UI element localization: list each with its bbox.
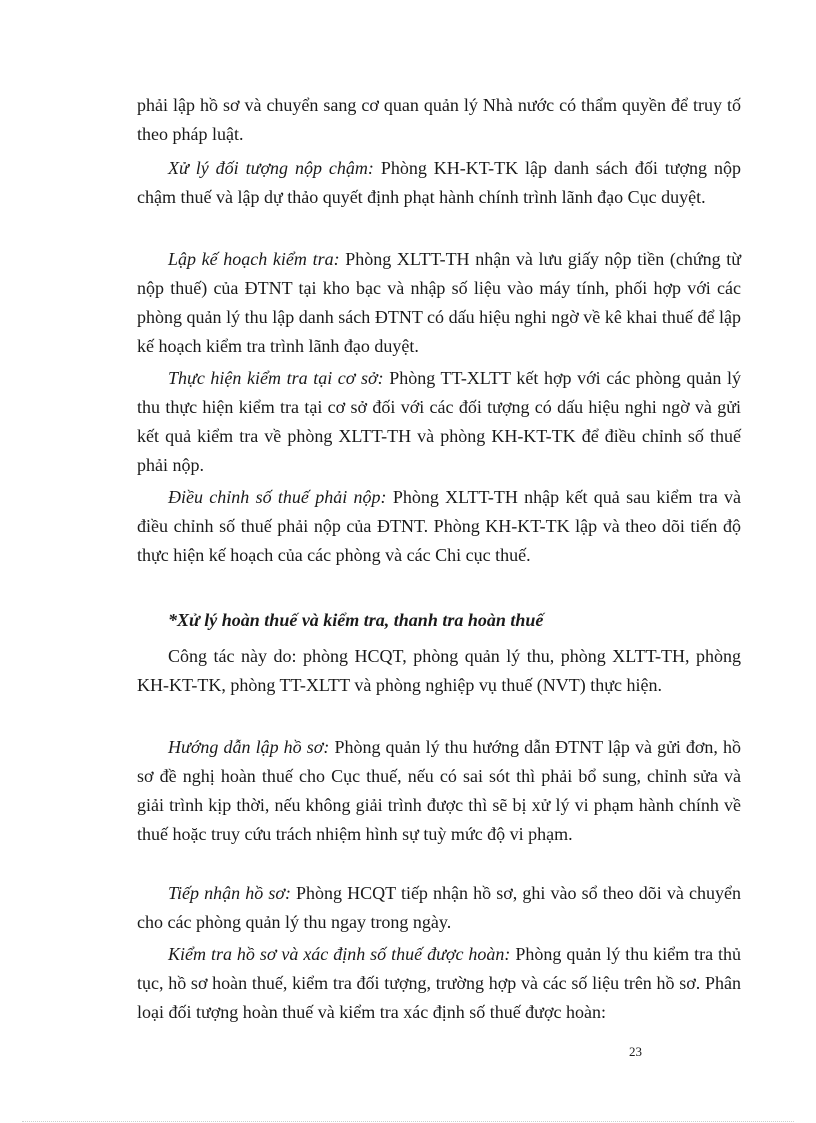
paragraph-body: Phòng XLTT-TH nhận và lưu giấy nộp tiền (chứng từ nộp thuế) của ĐTNT tại kho bạc và nhập số liệu vào máy tính, phối hợp với các phòng quản lý thu lập danh sách ĐTNT có dấu hiệu nghi ngờ về kê khai thuế để lập kế hoạch kiểm tra trình lãnh đạo duyệt. [137, 249, 741, 356]
paragraph-body: Phòng XLTT-TH nhập kết quả sau kiểm tra và điều chỉnh số thuế phải nộp của ĐTNT. Phòng KH-KT-TK lập và theo dõi tiến độ thực hiện kế hoạch của các phòng và các Chi cục thuế. [137, 487, 741, 565]
paragraph-tax-adjustment [137, 483, 741, 570]
paragraph-lead: Xử lý đối tượng nộp chậm: [168, 158, 374, 178]
paragraph-lead: Hướng dẫn lập hồ sơ: [168, 737, 330, 757]
paragraph-onsite-inspection [137, 364, 741, 480]
paragraph-lead: Điều chỉnh số thuế phải nộp: [168, 487, 387, 507]
paragraph-body: Phòng quản lý thu hướng dẫn ĐTNT lập và gửi đơn, hồ sơ đề nghị hoàn thuế cho Cục thuế, nếu có sai sót thì phải bổ sung, chỉnh sửa và giải trình kịp thời, nếu không giải trình được thì sẽ bị xử lý vi phạm hành chính về thuế hoặc truy cứu trách nhiệm hình sự tuỳ mức độ vi phạm. [137, 737, 742, 844]
paragraph-body: Phòng KH-KT-TK lập danh sách đối tượng nộp chậm thuế và lập dự thảo quyết định phạt hành chính trình lãnh đạo Cục duyệt. [137, 158, 741, 207]
paragraph-responsible-units [137, 642, 741, 700]
paragraph-lead: Tiếp nhận hồ sơ: [168, 883, 291, 903]
paragraph-filing-guidance [137, 733, 741, 849]
page-number: 23 [629, 1044, 642, 1059]
paragraph-dossier-check [137, 940, 741, 1027]
paragraph-text: phải lập hồ sơ và chuyển sang cơ quan quản lý Nhà nước có thẩm quyền để truy tố theo pháp luật. [137, 95, 741, 144]
paragraph-lead: Kiểm tra hồ sơ và xác định số thuế được hoàn: [168, 944, 511, 964]
paragraph-inspection-plan [137, 245, 741, 361]
paragraph-lead: Lập kế hoạch kiểm tra: [168, 249, 340, 269]
page-bottom-divider [22, 1121, 794, 1122]
paragraph-body: Phòng quản lý thu kiểm tra thủ tục, hồ sơ hoàn thuế, kiểm tra đối tượng, trường hợp và các số liệu trên hồ sơ. Phân loại đối tượng hoàn thuế và kiểm tra xác định số thuế được hoàn: [137, 944, 742, 1022]
paragraph-continuation [137, 91, 741, 149]
section-heading: *Xử lý hoàn thuế và kiểm tra, thanh tra hoàn thuế [168, 610, 544, 630]
paragraph-text: Công tác này do: phòng HCQT, phòng quản lý thu, phòng XLTT-TH, phòng KH-KT-TK, phòng TT-XLTT và phòng nghiệp vụ thuế (NVT) thực hiện. [137, 646, 741, 695]
paragraph-body: Phòng TT-XLTT kết hợp với các phòng quản lý thu thực hiện kiểm tra tại cơ sở đối với các đối tượng có dấu hiệu nghi ngờ và gửi kết quả kiểm tra về phòng XLTT-TH và phòng KH-KT-TK để điều chỉnh số thuế phải nộp. [137, 368, 741, 475]
paragraph-receiving-dossier [137, 879, 741, 937]
paragraph-late-payment [137, 154, 741, 212]
paragraph-lead: Thực hiện kiểm tra tại cơ sở: [168, 368, 384, 388]
paragraph-body: Phòng HCQT tiếp nhận hồ sơ, ghi vào sổ theo dõi và chuyển cho các phòng quản lý thu ngay trong ngày. [137, 883, 741, 932]
